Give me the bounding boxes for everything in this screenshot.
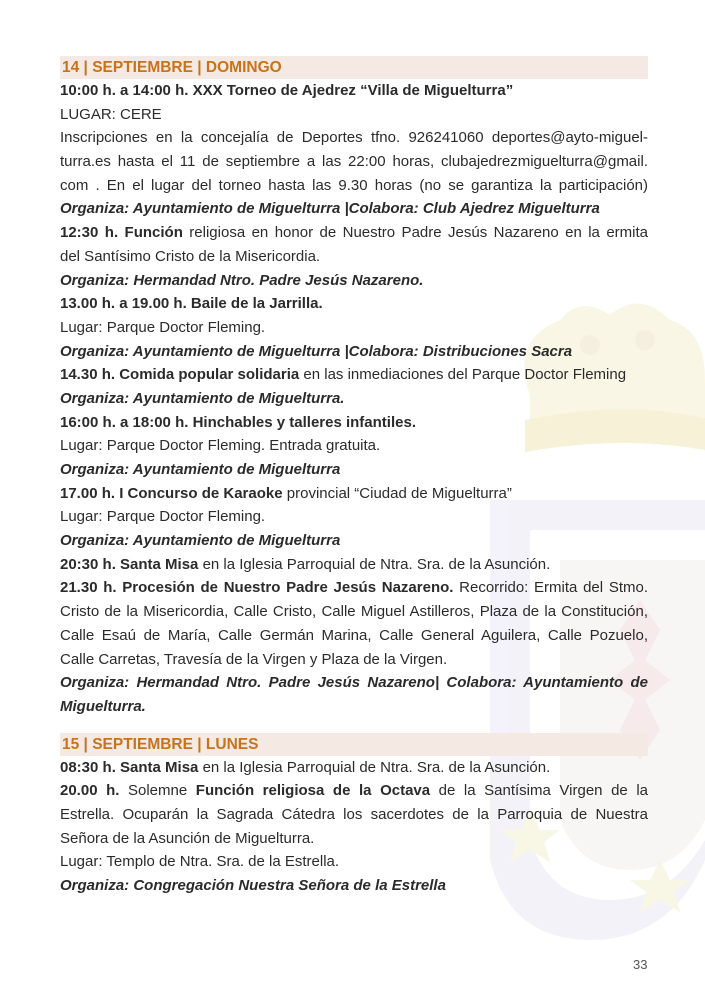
event-organizer: Organiza: Ayuntamiento de Miguelturra [60, 532, 341, 550]
event-organizer: Organiza: Hermandad Ntro. Padre Jesús Nazareno| Colabora: Ayuntamiento de [60, 674, 648, 692]
event-time: 14.30 h. Comida popular solidaria [60, 366, 300, 384]
event-time: 20.00 h. [60, 782, 120, 800]
event-route: Calle Carretas, Travesía de la Virgen y Plaza de la Virgen. [60, 650, 448, 668]
event-organizer: Organiza: Hermandad Ntro. Padre Jesús Nazareno. [60, 271, 424, 289]
event-info: com . En el lugar del torneo hasta las 9.30 horas (no se garantiza la participación) [60, 176, 648, 194]
event-title: 10:00 h. a 14:00 h. XXX Torneo de Ajedrez “Villa de Miguelturra” [60, 82, 514, 99]
event-title: 16:00 h. a 18:00 h. Hinchables y talleres infantiles. [60, 413, 416, 431]
event-organizer: Organiza: Ayuntamiento de Miguelturra. [60, 389, 345, 407]
page-number: 33 [633, 957, 648, 972]
day-header-sunday: 14 | SEPTIEMBRE | DOMINGO [60, 56, 648, 79]
day-header-monday: 15 | SEPTIEMBRE | LUNES [60, 733, 648, 756]
event-name: Función religiosa de la Octava [195, 782, 431, 800]
event-title [60, 576, 648, 600]
event-organizer: Organiza: Ayuntamiento de Miguelturra |Colabora: Distribuciones Sacra [60, 342, 573, 360]
event-title [60, 482, 648, 506]
program-content [60, 56, 648, 898]
event-description: religiosa en honor de Nuestro Padre Jesús Nazareno en la ermita [182, 224, 648, 242]
event-route: Calle Esaú de María, Calle Germán Marina, Calle General Aguilera, Calle Pozuelo, [60, 626, 648, 644]
event-place: LUGAR: CERE [60, 105, 162, 123]
event-title [60, 756, 648, 780]
event-time: 08:30 h. Santa Misa [60, 758, 199, 776]
event-time: 17.00 h. I Concurso de Karaoke [60, 484, 283, 502]
event-title [60, 221, 648, 245]
event-time: 20:30 h. Santa Misa [60, 555, 199, 573]
event-title: 13.00 h. a 19.00 h. Baile de la Jarrilla. [60, 295, 323, 313]
event-place: Lugar: Parque Doctor Fleming. Entrada gratuita. [60, 437, 381, 455]
event-description: Solemne [119, 782, 196, 800]
event-description: Señora de la Asunción de Miguelturra. [60, 829, 315, 847]
event-title [60, 553, 648, 577]
event-title [60, 779, 648, 803]
event-organizer: Miguelturra. [60, 697, 146, 715]
event-route: Cristo de la Misericordia, Calle Cristo, Calle Miguel Astilleros, Plaza de la Constitución, [60, 603, 648, 621]
event-organizer: Organiza: Ayuntamiento de Miguelturra |Colabora: Club Ajedrez Miguelturra [60, 200, 600, 218]
event-description: Recorrido: Ermita del Stmo. [453, 579, 648, 597]
event-description: en las inmediaciones del Parque Doctor Fleming [299, 366, 627, 384]
event-description: provincial “Ciudad de Miguelturra” [282, 484, 512, 502]
event-organizer: Organiza: Ayuntamiento de Miguelturra [60, 461, 341, 478]
event-place: Lugar: Parque Doctor Fleming. [60, 508, 266, 526]
event-title [60, 363, 648, 387]
event-info: turra.es hasta el 11 de septiembre a las 22:00 horas, clubajedrezmiguelturra@gmail. [60, 153, 648, 171]
event-time: 12:30 h. Función [60, 224, 183, 242]
event-description: Estrella. Ocuparán la Sagrada Cátedra los sacerdotes de la Parroquia de Nuestra [60, 805, 648, 823]
event-place: Lugar: Templo de Ntra. Sra. de la Estrella. [60, 853, 340, 871]
event-description: de la Santísima Virgen de la [430, 782, 648, 800]
event-info: Inscripciones en la concejalía de Deportes tfno. 926241060 deportes@ayto-miguel- [60, 129, 648, 147]
event-time: 21.30 h. Procesión de Nuestro Padre Jesús Nazareno. [60, 579, 454, 597]
event-description: del Santísimo Cristo de la Misericordia. [60, 247, 321, 265]
event-description: en la Iglesia Parroquial de Ntra. Sra. de la Asunción. [198, 555, 551, 573]
event-place: Lugar: Parque Doctor Fleming. [60, 318, 266, 336]
event-organizer: Organiza: Congregación Nuestra Señora de la Estrella [60, 877, 446, 894]
event-description: en la Iglesia Parroquial de Ntra. Sra. de la Asunción. [198, 758, 551, 776]
